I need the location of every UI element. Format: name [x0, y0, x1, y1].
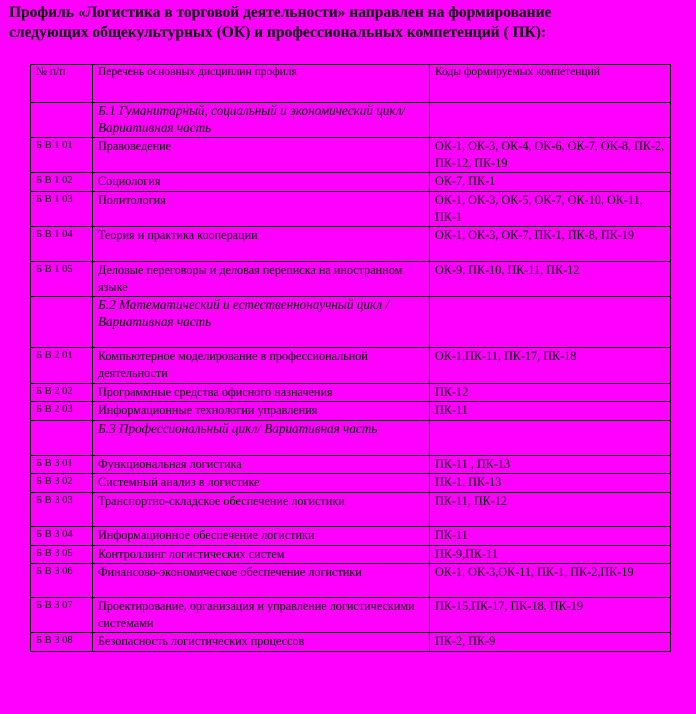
section-number-cell	[31, 420, 93, 455]
competence-codes: ПК-12	[430, 383, 671, 402]
competence-codes: ОК-1, ОК-3, ОК-7, ПК-1, ПК-8, ПК-19	[430, 227, 671, 262]
competence-codes: ПК-2, ПК-9	[430, 633, 671, 652]
competence-codes: ПК-11	[430, 526, 671, 545]
table-header-row	[31, 65, 671, 103]
competence-codes: ПК-9,ПК-11	[430, 545, 671, 564]
section-row	[31, 103, 671, 138]
discipline-code: Б В 3 04	[31, 526, 93, 545]
header-discipline: Перечень основных дисциплин профиля	[93, 65, 430, 103]
discipline-name: Функциональная логистика	[93, 455, 430, 474]
document-heading	[9, 3, 689, 43]
discipline-name: Контроллинг логистических систем	[93, 545, 430, 564]
discipline-code: Б В 3 07	[31, 598, 93, 633]
discipline-code: Б В 3 06	[31, 564, 93, 598]
section-codes-cell	[430, 103, 671, 138]
discipline-code: Б В 1 04	[31, 227, 93, 262]
competence-codes: ПК-11 , ПК-13	[430, 455, 671, 474]
table-row	[31, 633, 671, 652]
competence-codes: ОК-1, ОК-3, ОК-4, ОК-6, ОК-7, ОК-8, ПК-2, ПК-12, ПК-19	[430, 138, 671, 173]
table-row	[31, 227, 671, 262]
table-row	[31, 474, 671, 493]
section-title: Б.1 Гуманитарный, социальный и экономический цикл/Вариативная часть	[93, 103, 430, 138]
discipline-code: Б В 1 02	[31, 173, 93, 192]
section-row	[31, 297, 671, 348]
competence-codes: ОК-1, ОК-3,ОК-11, ПК-1, ПК-2,ПК-19	[430, 564, 671, 598]
discipline-name: Транспортно-складское обеспечение логистики	[93, 492, 430, 526]
discipline-name: Информационные технологии управления	[93, 402, 430, 421]
heading-line-2: следующих общекультурных (ОК) и профессиональных компетенций ( ПК):	[9, 24, 547, 41]
discipline-name: Информационное обеспечение логистики	[93, 526, 430, 545]
discipline-code: Б В 2 03	[31, 402, 93, 421]
discipline-code: Б В 2 01	[31, 348, 93, 383]
discipline-code: Б В 3 02	[31, 474, 93, 493]
table-row	[31, 526, 671, 545]
table-row	[31, 173, 671, 192]
competence-codes: ОК-1, ОК-3, ОК-5, ОК-7, ОК-10, ОК-11, ПК-1	[430, 191, 671, 226]
table-row	[31, 402, 671, 421]
section-number-cell	[31, 297, 93, 348]
discipline-name: Программные средства офисного назначения	[93, 383, 430, 402]
table-row	[31, 383, 671, 402]
competence-codes: ОК-1,ПК-11, ПК-17, ПК-18	[430, 348, 671, 383]
discipline-name: Теория и практика кооперации	[93, 227, 430, 262]
discipline-name: Проектирование, организация и управление логистическими системами	[93, 598, 430, 633]
table-row	[31, 348, 671, 383]
competence-codes: ПК-11, ПК-12	[430, 492, 671, 526]
section-row	[31, 420, 671, 455]
disciplines-table	[30, 64, 671, 652]
section-number-cell	[31, 103, 93, 138]
discipline-name: Правоведение	[93, 138, 430, 173]
discipline-name: Деловые переговоры и деловая переписка на иностранном языке	[93, 262, 430, 297]
competence-codes: ПК-15,ПК-17, ПК-18, ПК-19	[430, 598, 671, 633]
table-body	[31, 103, 671, 652]
competence-codes: ОК-7, ПК-1	[430, 173, 671, 192]
discipline-name: Политология	[93, 191, 430, 226]
discipline-code: Б В 2 02	[31, 383, 93, 402]
discipline-name: Безопасность логистических процессов	[93, 633, 430, 652]
discipline-name: Социология	[93, 173, 430, 192]
discipline-name: Финансово-экономическое обеспечение логистики	[93, 564, 430, 598]
table-row	[31, 492, 671, 526]
discipline-code: Б В 3 08	[31, 633, 93, 652]
discipline-code: Б В 1 05	[31, 262, 93, 297]
discipline-code: Б В 3 05	[31, 545, 93, 564]
section-codes-cell	[430, 420, 671, 455]
discipline-code: Б В 3 03	[31, 492, 93, 526]
competence-codes: ПК-11	[430, 402, 671, 421]
heading-line-1: Профиль «Логистика в торговой деятельности» направлен на формирование	[9, 4, 552, 21]
header-number: № п/п	[31, 65, 93, 103]
section-title: Б.2 Математический и естественнонаучный цикл / Вариативная часть	[93, 297, 430, 348]
competence-codes: ОК-9, ПК-10, ПК-11, ПК-12	[430, 262, 671, 297]
table-row	[31, 598, 671, 633]
table-row	[31, 564, 671, 598]
header-competence-codes: Коды формируемых компетенций	[430, 65, 671, 103]
table-row	[31, 455, 671, 474]
table-row	[31, 262, 671, 297]
section-codes-cell	[430, 297, 671, 348]
table-row	[31, 545, 671, 564]
table-row	[31, 138, 671, 173]
discipline-name: Системный анализ в логистике	[93, 474, 430, 493]
discipline-name: Компьютерное моделирование в профессиональной деятельности	[93, 348, 430, 383]
section-title: Б.3 Профессиональный цикл/ Вариативная часть	[93, 420, 430, 455]
discipline-code: Б В 3 01	[31, 455, 93, 474]
competence-codes: ПК-1, ПК-13	[430, 474, 671, 493]
discipline-code: Б В 1 01	[31, 138, 93, 173]
discipline-code: Б В 1 03	[31, 191, 93, 226]
table-row	[31, 191, 671, 226]
